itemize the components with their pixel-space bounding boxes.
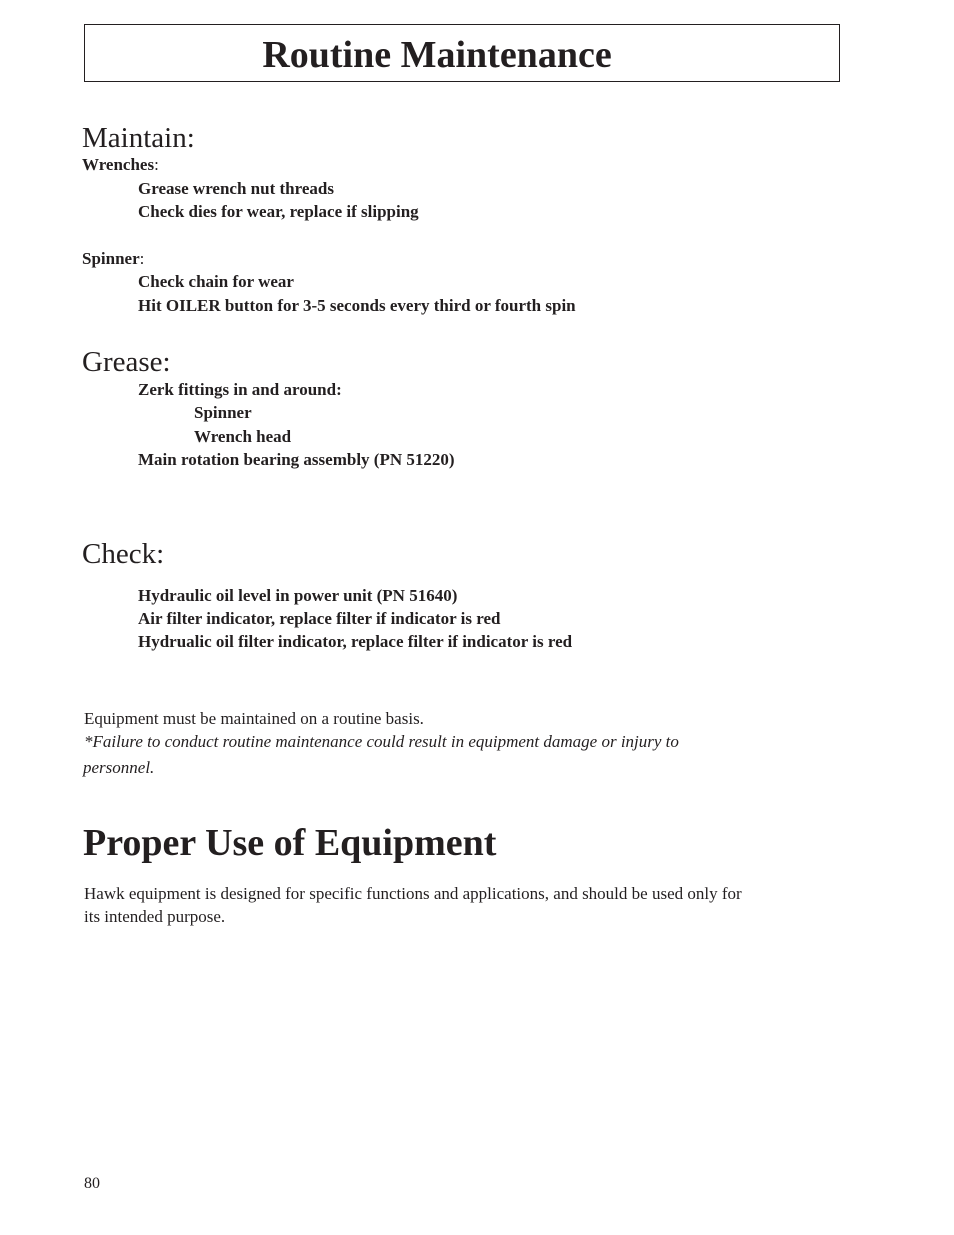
spinner-item: Hit OILER button for 3-5 seconds every third or fourth spin xyxy=(138,296,576,315)
bearing-item: Main rotation bearing assembly (PN 51220) xyxy=(138,450,455,469)
check-heading: Check: xyxy=(82,538,165,570)
grease-heading: Grease: xyxy=(82,346,171,378)
wrenches-item: Grease wrench nut threads xyxy=(138,179,334,198)
check-item: Hydrualic oil filter indicator, replace filter if indicator is red xyxy=(138,632,573,651)
wrenches-label xyxy=(82,154,159,176)
spinner-label-text: Spinner xyxy=(82,249,140,268)
proper-use-text: Hawk equipment is designed for specific functions and applications, and should be used only for xyxy=(84,884,742,903)
proper-use-heading: Proper Use of Equipment xyxy=(83,822,497,864)
zerk-item: Wrench head xyxy=(194,427,292,446)
spinner-colon: : xyxy=(139,249,145,268)
zerk-fittings: Zerk fittings in and around: xyxy=(138,380,342,399)
proper-use-text: its intended purpose. xyxy=(84,907,226,926)
title-box xyxy=(84,24,840,82)
check-item: Air filter indicator, replace filter if indicator is red xyxy=(138,609,501,628)
wrenches-colon: : xyxy=(154,155,159,174)
warning-line: personnel. xyxy=(83,758,155,777)
wrenches-label-text: Wrenches xyxy=(82,155,155,174)
check-item: Hydraulic oil level in power unit (PN 51640) xyxy=(138,586,458,605)
zerk-item: Spinner xyxy=(194,403,252,422)
spinner-item: Check chain for wear xyxy=(138,272,294,291)
maintain-heading: Maintain: xyxy=(82,122,195,154)
wrenches-item: Check dies for wear, replace if slipping xyxy=(138,202,419,221)
maintenance-note: Equipment must be maintained on a routine basis. xyxy=(84,709,424,728)
warning-line: *Failure to conduct routine maintenance could result in equipment damage or injury to xyxy=(84,732,679,751)
page-number: 80 xyxy=(84,1175,100,1192)
page-title: Routine Maintenance xyxy=(262,34,612,76)
spinner-label xyxy=(82,248,144,270)
